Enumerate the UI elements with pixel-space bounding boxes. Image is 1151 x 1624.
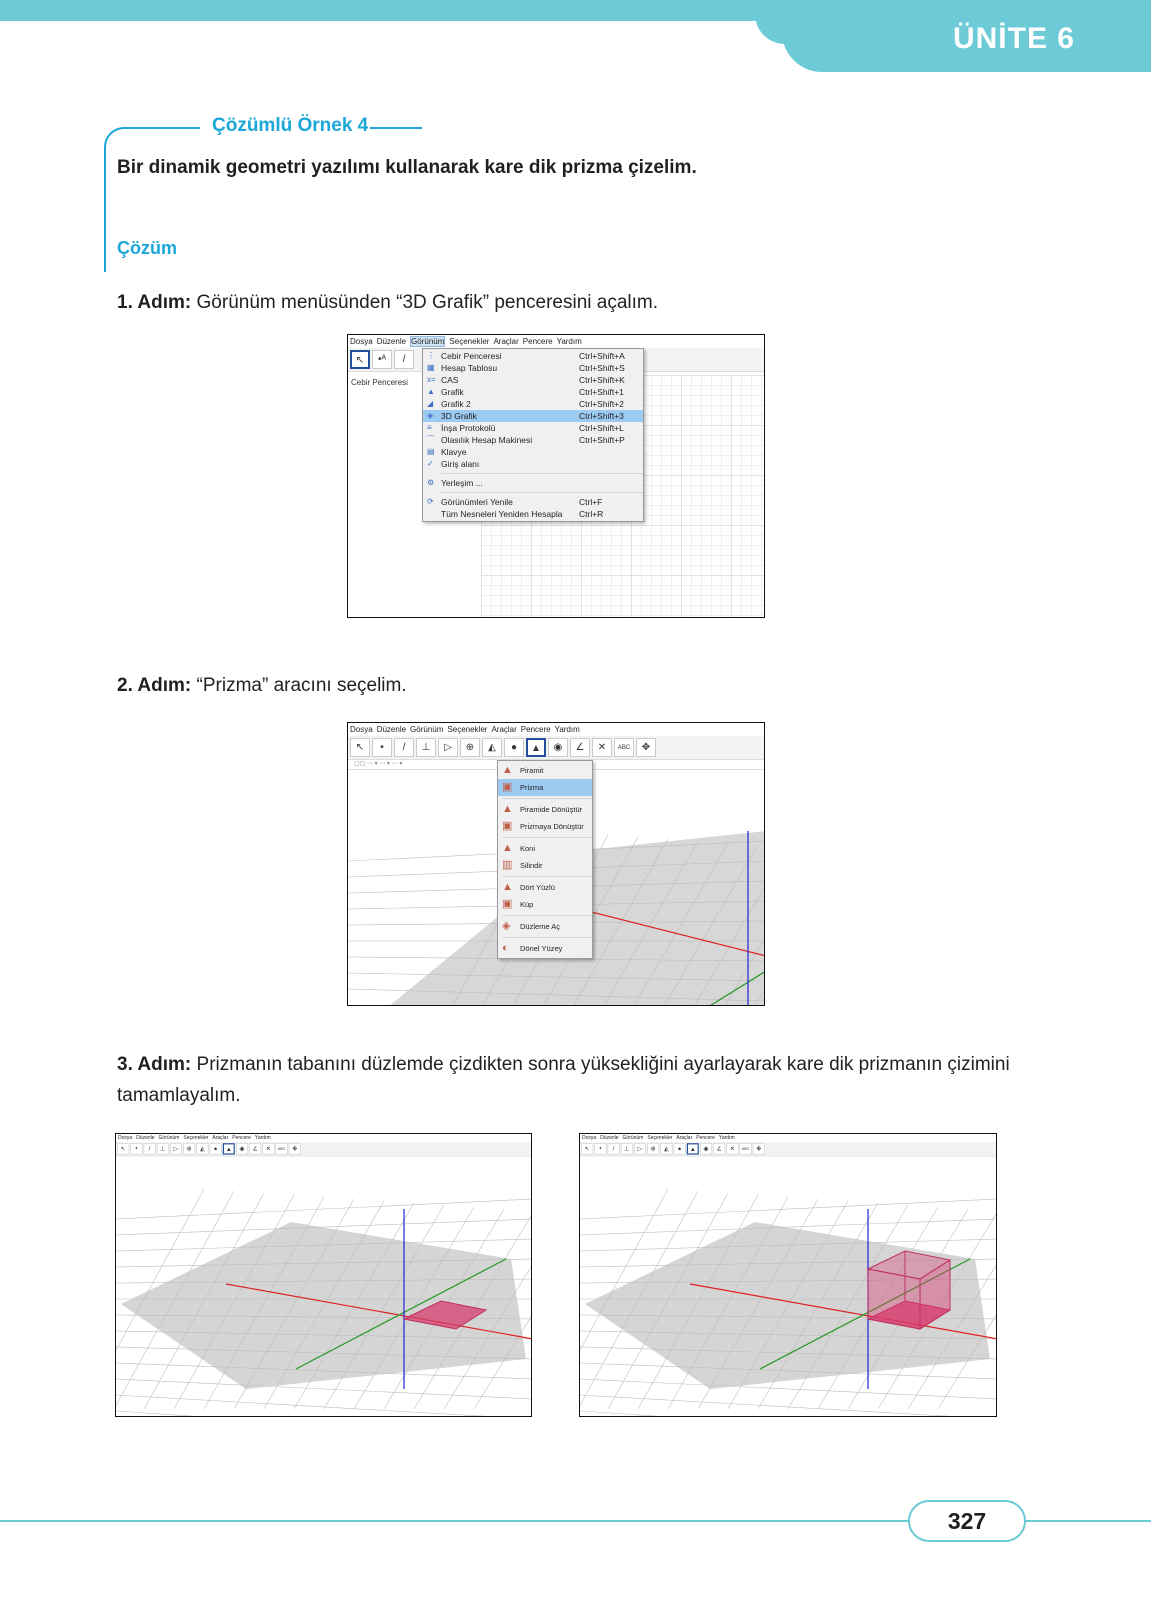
view-menu-item[interactable] — [423, 496, 643, 508]
toolbar-tool-icon[interactable]: ↖ — [117, 1143, 129, 1154]
menu-separator — [441, 473, 643, 474]
toolbar-tool-icon[interactable]: ⊕ — [647, 1143, 659, 1154]
menu-item-label: İnşa Protokolü — [441, 423, 496, 433]
toolbar-tool-icon[interactable]: ✕ — [262, 1143, 274, 1154]
toolbar-tool-icon[interactable]: ● — [504, 738, 524, 757]
menu-item-label: Klavye — [441, 447, 467, 457]
view-menu-item[interactable] — [423, 350, 643, 362]
menu-2[interactable]: Görünüm — [410, 725, 444, 734]
menu-item-label: Olasılık Hesap Makinesi — [441, 435, 533, 445]
toolbar-tool-icon[interactable]: ◭ — [482, 738, 502, 757]
step-text: Prizmanın tabanını düzlemde çizdikten sonra yüksekliğini ayarlayarak kare dik prizmanın çizimini tamamlayalım. — [117, 1054, 1010, 1106]
menu-item-label: Silindir — [520, 861, 543, 870]
menu-item-shortcut: Ctrl+Shift+L — [579, 423, 624, 433]
solid-tool-icon: ▲ — [502, 881, 513, 893]
menu-5[interactable]: Pencere — [696, 1135, 715, 1141]
toolbar-tool-icon[interactable]: • — [130, 1143, 142, 1154]
unit-label: ÜNİTE 6 — [952, 22, 1075, 55]
style-bar: ▢▢ ⋯ ▾ ⋯ ▾ ⋯ ▾ — [348, 760, 764, 770]
menu-5[interactable]: Pencere — [522, 337, 553, 346]
menu-0[interactable]: Dosya — [582, 1135, 597, 1141]
toolbar-tool-icon[interactable]: ✥ — [753, 1143, 765, 1154]
toolbar-tool-icon[interactable]: ∠ — [249, 1143, 261, 1154]
algebra-icon: ⋮ — [427, 351, 435, 360]
menu-3[interactable]: Seçenekler — [647, 1135, 673, 1141]
menu-item-label: Cebir Penceresi — [441, 351, 502, 361]
menu-3[interactable]: Seçenekler — [449, 337, 490, 346]
grid-line — [580, 1411, 997, 1417]
toolbar-tool-icon[interactable]: ⊥ — [416, 738, 436, 757]
view-menu-item[interactable] — [423, 477, 643, 489]
menu-item-label: Prizma — [520, 783, 544, 792]
refresh-icon: ⟳ — [427, 497, 434, 506]
toolbar-tool-icon[interactable]: ▲ — [687, 1143, 699, 1154]
menu-3[interactable]: Seçenekler — [447, 725, 488, 734]
step-label: 1. Adım: — [117, 292, 192, 313]
step-label: 3. Adım: — [117, 1054, 192, 1075]
toolbar-tool-icon[interactable]: ● — [210, 1143, 222, 1154]
menu-bar — [580, 1134, 996, 1142]
view-menu-item[interactable] — [423, 386, 643, 398]
menu-item-shortcut: Ctrl+Shift+3 — [579, 411, 624, 421]
toolbar-tool-icon[interactable]: ▷ — [438, 738, 458, 757]
menu-4[interactable]: Araçlar — [212, 1135, 229, 1141]
step-text: “Prizma” aracını seçelim. — [191, 675, 407, 696]
3d-view — [116, 1164, 532, 1417]
solid-tool-icon: ▲ — [502, 842, 513, 854]
menu-item-label: Grafik — [441, 387, 464, 397]
menu-4[interactable]: Araçlar — [676, 1135, 693, 1141]
view-menu-item[interactable] — [423, 374, 643, 386]
spreadsheet-icon: ▦ — [427, 363, 435, 372]
page-number: 327 — [908, 1500, 1026, 1542]
menu-4[interactable]: Araçlar — [493, 337, 519, 346]
menu-0[interactable]: Dosya — [350, 337, 373, 346]
cas-icon: x= — [427, 375, 436, 384]
menu-1[interactable]: Düzenle — [376, 337, 407, 346]
grid-line — [116, 1379, 532, 1399]
view-menu-item[interactable] — [423, 446, 643, 458]
menu-1[interactable]: Düzenle — [136, 1135, 155, 1141]
solution-label: Çözüm — [117, 238, 177, 258]
menu-6[interactable]: Yardım — [718, 1135, 735, 1141]
menu-5[interactable]: Pencere — [232, 1135, 251, 1141]
menu-4[interactable]: Araçlar — [491, 725, 517, 734]
example-question: Bir dinamik geometri yazılımı kullanarak kare dik prizma çizelim. — [117, 157, 697, 178]
blank-icon — [427, 508, 441, 520]
toolbar-tool-icon[interactable]: / — [144, 1143, 156, 1154]
view-menu-item[interactable] — [423, 434, 643, 446]
graphics-icon: ▲ — [427, 387, 435, 396]
menu-2[interactable]: Görünüm — [158, 1135, 180, 1141]
menu-item-label: Piramide Dönüştür — [520, 805, 583, 814]
tool-menu-item[interactable] — [498, 779, 592, 796]
menu-item-label: Yerleşim ... — [441, 478, 483, 488]
menu-1[interactable]: Düzenle — [376, 725, 407, 734]
text-tool-icon[interactable]: ABC — [276, 1143, 288, 1154]
screenshot-prism-complete — [579, 1133, 997, 1417]
protocol-icon: ≡ — [427, 423, 432, 432]
point-tool-icon[interactable]: •ᴬ — [372, 350, 392, 369]
menu-item-label: Piramit — [520, 766, 544, 775]
toolbar-tool-icon[interactable]: • — [594, 1143, 606, 1154]
toolbar — [116, 1142, 532, 1156]
prism-tool-dropdown — [497, 760, 593, 959]
keyboard-icon: ▤ — [427, 447, 435, 456]
grid-line — [116, 1199, 532, 1219]
solid-tool-icon: ◈ — [502, 920, 511, 932]
menu-bar — [348, 335, 764, 348]
gear-icon: ⚙ — [427, 478, 435, 487]
menu-0[interactable]: Dosya — [118, 1135, 133, 1141]
menu-separator — [502, 915, 592, 916]
menu-6[interactable]: Yardım — [554, 725, 580, 734]
menu-item-label: Giriş alanı — [441, 459, 480, 469]
grid-line — [348, 1005, 765, 1006]
menu-item-label: Grafik 2 — [441, 399, 471, 409]
tool-menu-item[interactable] — [498, 896, 592, 913]
toolbar-tool-icon[interactable]: / — [394, 738, 414, 757]
toolbar-tool-icon[interactable]: ◭ — [660, 1143, 672, 1154]
menu-item-shortcut: Ctrl+Shift+S — [579, 363, 625, 373]
tool-menu-item[interactable] — [498, 857, 592, 874]
menu-item-label: 3D Grafik — [441, 411, 477, 421]
menu-separator — [502, 798, 592, 799]
grid-line — [580, 1395, 997, 1417]
solid-tool-icon: ▣ — [502, 820, 513, 832]
menu-item-label: Hesap Tablosu — [441, 363, 498, 373]
solid-tool-icon: ▥ — [502, 859, 513, 871]
tool-menu-item[interactable] — [498, 840, 592, 857]
solid-tool-icon: ▣ — [502, 898, 513, 910]
toolbar-tool-icon[interactable]: ▲ — [526, 738, 546, 757]
menu-6[interactable]: Yardım — [556, 337, 582, 346]
menu-bar — [348, 723, 764, 736]
line-tool-icon[interactable]: / — [394, 350, 414, 369]
toolbar-tool-icon[interactable]: ◭ — [196, 1143, 208, 1154]
step-1 — [117, 287, 1037, 318]
menu-item-shortcut: Ctrl+Shift+P — [579, 435, 625, 445]
tool-menu-item[interactable] — [498, 940, 592, 957]
toolbar-tool-icon[interactable]: ✥ — [289, 1143, 301, 1154]
menu-item-label: Dönel Yüzey — [520, 944, 563, 953]
menu-separator — [502, 937, 592, 938]
menu-separator — [441, 492, 643, 493]
menu-item-label: Görünümleri Yenile — [441, 497, 513, 507]
menu-5[interactable]: Pencere — [520, 725, 551, 734]
toolbar-tool-icon[interactable]: ✕ — [726, 1143, 738, 1154]
step-label: 2. Adım: — [117, 675, 192, 696]
divider — [370, 127, 422, 129]
toolbar-tool-icon[interactable]: ⊥ — [157, 1143, 169, 1154]
toolbar-tool-icon[interactable]: ● — [674, 1143, 686, 1154]
tool-menu-item[interactable] — [498, 762, 592, 779]
toolbar-tool-icon[interactable]: ⊕ — [460, 738, 480, 757]
tool-menu-item[interactable] — [498, 801, 592, 818]
toolbar-tool-icon[interactable]: ↖ — [581, 1143, 593, 1154]
check-icon: ✓ — [427, 459, 434, 468]
menu-item-shortcut: Ctrl+F — [579, 497, 603, 507]
menu-item-shortcut: Ctrl+R — [579, 509, 604, 519]
prism-face — [868, 1269, 920, 1329]
view-menu-item[interactable] — [423, 362, 643, 374]
algebra-tab[interactable]: Cebir Penceresi — [351, 378, 408, 387]
tool-menu-item[interactable] — [498, 879, 592, 896]
step-text: Görünüm menüsünden “3D Grafik” penceresini açalım. — [191, 292, 659, 313]
view-menu-item[interactable] — [423, 458, 643, 470]
menu-item-shortcut: Ctrl+Shift+A — [579, 351, 625, 361]
view-menu-item[interactable] — [423, 398, 643, 410]
grid-line — [116, 1395, 532, 1417]
tool-menu-item[interactable] — [498, 918, 592, 935]
menu-item-label: Koni — [520, 844, 536, 853]
step-3 — [117, 1049, 1037, 1111]
toolbar-tool-icon[interactable]: ▲ — [223, 1143, 235, 1154]
tool-menu-item[interactable] — [498, 818, 592, 835]
menu-2[interactable]: Görünüm — [411, 337, 445, 346]
toolbar-tool-icon[interactable]: ▷ — [634, 1143, 646, 1154]
toolbar — [348, 736, 764, 760]
screenshot-view-menu — [347, 334, 765, 618]
menu-item-label: Dört Yüzlü — [520, 883, 555, 892]
toolbar-tool-icon[interactable]: ✥ — [636, 738, 656, 757]
grid-line — [580, 1199, 997, 1219]
menu-item-label: CAS — [441, 375, 459, 385]
text-tool-icon[interactable]: ABC — [740, 1143, 752, 1154]
menu-item-label: Küp — [520, 900, 534, 909]
graphics3d-icon: ◈ — [427, 411, 434, 420]
solid-tool-icon: ▲ — [502, 764, 513, 776]
toolbar — [580, 1142, 997, 1156]
solid-tool-icon: ▣ — [502, 781, 513, 793]
text-tool-icon[interactable]: ABC — [614, 738, 634, 757]
example-title: Çözümlü Örnek 4 — [212, 115, 369, 136]
toolbar-tool-icon[interactable]: ◉ — [700, 1143, 712, 1154]
solid-tool-icon: ▲ — [502, 803, 513, 815]
menu-separator — [502, 837, 592, 838]
probability-icon: ⌒ — [427, 435, 435, 444]
menu-1[interactable]: Düzenle — [600, 1135, 619, 1141]
solid-tool-icon: ◐ — [502, 942, 509, 954]
menu-bar — [116, 1134, 531, 1142]
grid-line — [116, 1411, 532, 1417]
menu-0[interactable]: Dosya — [350, 725, 373, 734]
menu-6[interactable]: Yardım — [254, 1135, 271, 1141]
menu-item-shortcut: Ctrl+Shift+2 — [579, 399, 624, 409]
graphics2-icon: ◢ — [427, 399, 434, 408]
toolbar-tool-icon[interactable]: / — [608, 1143, 620, 1154]
menu-item-label: Prizmaya Dönüştür — [520, 822, 584, 831]
toolbar-tool-icon[interactable]: ⊥ — [621, 1143, 633, 1154]
menu-separator — [502, 876, 592, 877]
toolbar-tool-icon[interactable]: ◉ — [236, 1143, 248, 1154]
menu-item-label: Düzleme Aç — [520, 922, 561, 931]
menu-item-shortcut: Ctrl+Shift+K — [579, 375, 625, 385]
menu-2[interactable]: Görünüm — [622, 1135, 644, 1141]
toolbar-tool-icon[interactable]: ✕ — [592, 738, 612, 757]
step-2 — [117, 670, 1037, 701]
move-tool-icon[interactable]: ↖ — [350, 350, 370, 369]
toolbar-tool-icon[interactable]: ∠ — [570, 738, 590, 757]
grid-line — [580, 1379, 997, 1399]
screenshot-prism-tool — [347, 722, 765, 1006]
toolbar-tool-icon[interactable]: ↖ — [350, 738, 370, 757]
menu-3[interactable]: Seçenekler — [183, 1135, 209, 1141]
screenshot-prism-base — [115, 1133, 532, 1417]
toolbar-tool-icon[interactable]: ◉ — [548, 738, 568, 757]
view-menu-item[interactable] — [423, 410, 643, 422]
menu-item-label: Tüm Nesneleri Yeniden Hesapla — [441, 509, 563, 519]
toolbar-tool-icon[interactable]: • — [372, 738, 392, 757]
3d-view — [580, 1164, 997, 1417]
menu-item-shortcut: Ctrl+Shift+1 — [579, 387, 624, 397]
toolbar-tool-icon[interactable]: ⊕ — [183, 1143, 195, 1154]
toolbar-tool-icon[interactable]: ∠ — [713, 1143, 725, 1154]
view-dropdown-menu — [422, 348, 644, 522]
toolbar-tool-icon[interactable]: ▷ — [170, 1143, 182, 1154]
divider — [124, 127, 200, 129]
view-menu-item[interactable] — [423, 508, 643, 520]
view-menu-item[interactable] — [423, 422, 643, 434]
